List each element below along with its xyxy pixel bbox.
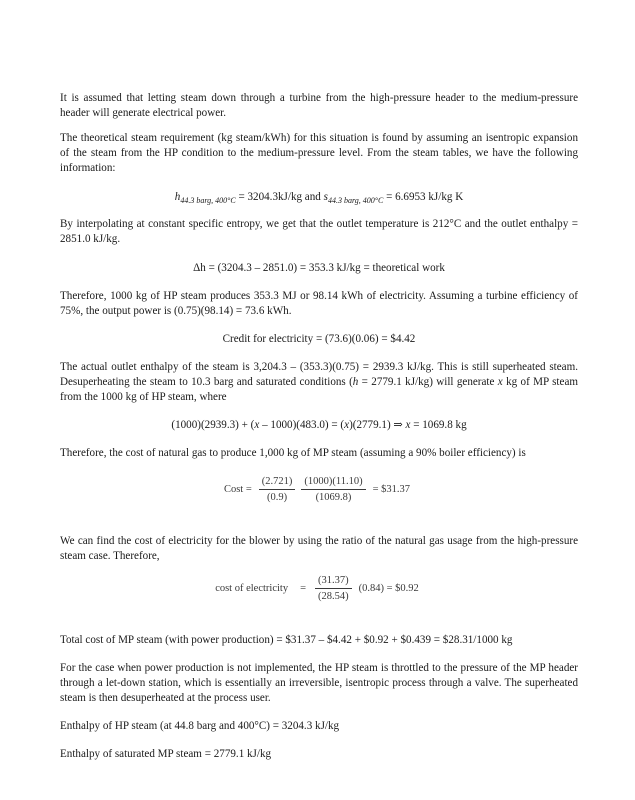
text-segment: – 1000)(483.0) = (: [259, 419, 345, 431]
equation-electricity-cost: [60, 574, 578, 603]
fraction-steam-ratio: [301, 475, 365, 504]
paragraph-turbine-assumption: It is assumed that letting steam down through a turbine from the high-pressure header to the medium-pressure header will generate electrical power.: [60, 92, 578, 119]
enthalpy-symbol: h: [174, 191, 181, 203]
paragraph-no-power-case: For the case when power production is not implemented, the HP steam is throttled to the pressure of the MP header through a let-down station, which is essentially an irreversible, isentropic process through a valve. The superheated steam is then desuperheated at the process user.: [60, 662, 578, 704]
fraction-gas-price: [259, 475, 296, 504]
enthalpy-subscript: 44.3 barg, 400°C: [180, 196, 236, 205]
entropy-subscript: 44.3 barg, 400°C: [327, 196, 384, 205]
paragraph-interpolation: By interpolating at constant specific entropy, we get that the outlet temperature is 212°C and the outlet enthalpy = 2851.0 kJ/kg.: [60, 218, 578, 245]
equation-theoretical-work: Δh = (3204.3 – 2851.0) = 353.3 kJ/kg = theoretical work: [193, 262, 445, 274]
paragraph-steam-requirement: The theoretical steam requirement (kg steam/kWh) for this situation is found by assuming an isentropic expansion of the steam from the HP condition to the medium-pressure level. From the steam tables, we have the following information:: [60, 132, 578, 174]
fraction-denominator: (28.54): [318, 591, 349, 602]
equation-cost: [60, 475, 578, 504]
paragraph-hp-steam-electricity: Therefore, 1000 kg of HP steam produces 353.3 MJ or 98.14 kWh of electricity. Assuming a turbine efficiency of 75%, the output power is (0.75)(98.14) = 73.6 kWh.: [60, 290, 578, 317]
cost-result: = $31.37: [372, 484, 411, 495]
paragraph-mp-enthalpy: Enthalpy of saturated MP steam = 2779.1 kJ/kg: [60, 748, 272, 760]
text-segment: = 1069.8 kg: [410, 419, 467, 431]
electricity-cost-label: cost of electricity: [215, 583, 289, 594]
fraction-numerator: (2.721): [259, 475, 296, 490]
document-body: [60, 91, 578, 762]
paragraph-blower-electricity: We can find the cost of electricity for the blower by using the ratio of the natural gas usage from the high-pressure steam case. Therefore,: [60, 535, 578, 562]
paragraph-total-mp-cost: Total cost of MP steam (with power production) = $31.37 – $4.42 + $0.92 + $0.439 = $28.31/1000 kg: [60, 634, 513, 646]
paragraph-natural-gas-cost: Therefore, the cost of natural gas to produce 1,000 kg of MP steam (assuming a 90% boiler efficiency) is: [60, 447, 526, 459]
variable-x: x: [254, 419, 260, 431]
fraction-denominator: (0.9): [267, 492, 288, 503]
fraction-numerator: (1000)(11.10): [301, 475, 365, 490]
fraction-denominator: (1069.8): [315, 492, 352, 503]
text-segment: = 2779.1 kJ/kg) will generate: [358, 376, 498, 388]
variable-x: x: [344, 419, 350, 431]
enthalpy-value: = 3204.3kJ/kg and: [235, 191, 324, 203]
entropy-symbol: s: [323, 191, 328, 203]
equation-electricity-credit: Credit for electricity = (73.6)(0.06) = $4.42: [222, 333, 416, 345]
equals-sign: =: [300, 583, 306, 594]
entropy-value: = 6.6953 kJ/kg K: [383, 191, 464, 203]
fraction-gas-ratio: [315, 574, 352, 603]
text-segment: )(2779.1) ⇒: [349, 419, 406, 431]
variable-x: x: [405, 419, 411, 431]
electricity-cost-result: (0.84) = $0.92: [358, 583, 419, 594]
equation-energy-balance: [60, 418, 578, 433]
paragraph-actual-outlet-enthalpy: [60, 360, 578, 405]
enthalpy-symbol: h: [352, 376, 359, 388]
variable-x: x: [497, 376, 503, 388]
text-segment: (1000)(2939.3) + (: [171, 419, 255, 431]
cost-label: Cost =: [223, 484, 252, 495]
equation-steam-table-values: [60, 190, 578, 205]
text-segment: kg of MP steam from the 1000 kg of HP steam, where: [60, 376, 578, 403]
paragraph-hp-enthalpy: Enthalpy of HP steam (at 44.8 barg and 400°C) = 3204.3 kJ/kg: [60, 720, 340, 732]
text-segment: The actual outlet enthalpy of the steam is 3,204.3 – (353.3)(0.75) = 2939.3 kJ/kg. This is still superheated steam. Desuperheating the steam to 10.3 barg and saturated conditions (: [60, 361, 578, 388]
fraction-numerator: (31.37): [315, 574, 352, 589]
